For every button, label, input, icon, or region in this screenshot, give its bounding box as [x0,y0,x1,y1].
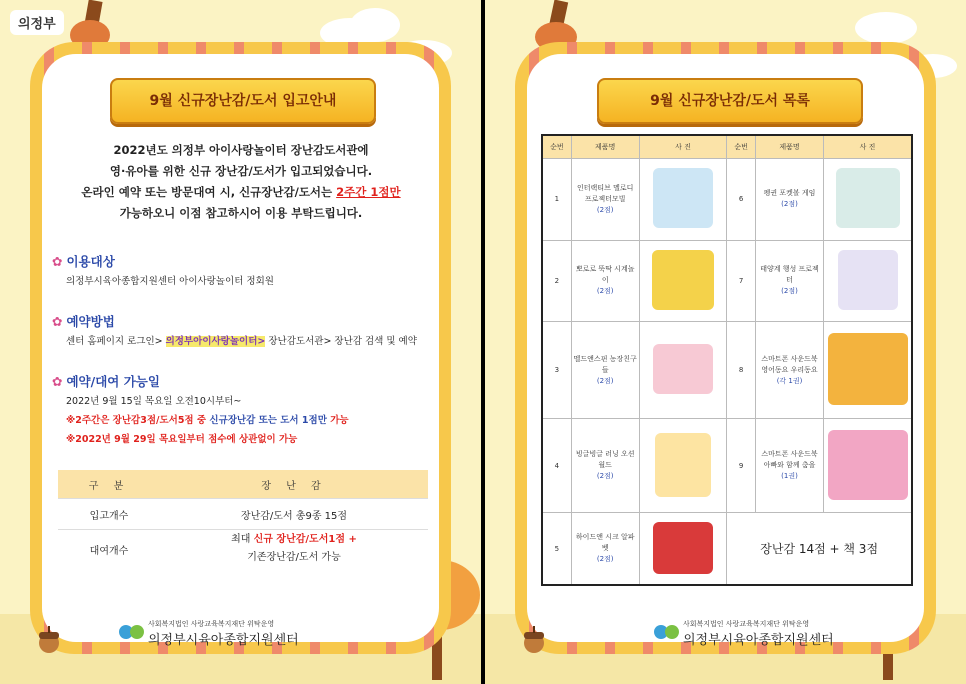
table-header: 순번 [727,135,756,159]
center-logo-icon [118,622,146,642]
table-row: 입고개수 장난감/도서 총9종 15점 [58,499,428,530]
highlight-text: 2주간 1점만 [336,185,401,199]
section-target-body: 의정부시육아종합지원센터 아이사랑놀이터 정회원 [66,276,274,287]
toy-photo [653,522,713,574]
cloud [855,12,917,44]
section-method-heading: ✿ 예약방법 [52,314,115,329]
table-header: 장 난 감 [160,470,428,499]
section-target-heading: ✿ 이용대상 [52,254,115,269]
toy-photo [836,168,900,228]
notice-title: 9월 신규장난감/도서 입고안내 [110,78,376,124]
avail-line: ※2주간은 장난감3점/도서5점 중 신규장난감 또는 도서 1점만 가능 [66,415,349,426]
intro-line: 온라인 예약 또는 방문대여 시, 신규장난감/도서는 2주간 1점만 [81,185,401,199]
section-method-body: 센터 홈페이지 로그인> 의정부아이사랑놀이터> 장난감도서관> 장난감 검색 및 예약 [66,336,417,347]
table-header: 제품명 [571,135,639,159]
cloud [350,8,400,42]
avail-line: ※2022년 9월 29일 목요일부터 점수에 상관없이 가능 [66,434,298,445]
toy-photo [828,333,908,405]
center-logo-icon [653,622,681,642]
flower-icon: ✿ [52,374,63,389]
region-label: 의정부 [10,10,64,35]
table-header: 순번 [542,135,571,159]
table-row: 3 멜드앤스핀 농장친구들 (2점) 8 스마트폰 사운드북 영어동요 우리동요 (각 1권) [542,322,912,419]
footer: 사회복지법인 사랑교육복지재단 위탁운영 의정부시육아종합지원센터 [148,620,299,648]
table-row: 2 뽀로로 뚝딱 시계놀이 (2점) 7 태양계 행성 프로젝터 (2점) [542,240,912,322]
table-header: 제품명 [756,135,824,159]
footer: 사회복지법인 사랑교육복지재단 위탁운영 의정부시육아종합지원센터 [683,620,834,648]
toy-photo [653,168,713,228]
intro-line: 2022년도 의정부 아이사랑놀이터 장난감도서관에 [113,143,369,157]
avail-line: 2022년 9월 15일 목요일 오전10시부터~ [66,396,242,407]
table-header: 구 분 [58,470,160,499]
flower-icon: ✿ [52,314,63,329]
list-title: 9월 신규장난감/도서 목록 [597,78,863,124]
table-header: 사 진 [824,135,912,159]
section-avail-body [66,392,349,449]
acorn-icon [521,624,547,654]
section-avail-heading: ✿ 예약/대여 가능일 [52,374,160,389]
table-header: 사 진 [639,135,727,159]
toy-photo [828,430,908,500]
summary-total: 장난감 14점 + 책 3점 [727,513,912,585]
toy-photo [838,250,898,310]
toy-photo [653,344,713,394]
intro-line: 가능하오니 이점 참고하시어 이용 부탁드립니다. [119,206,363,220]
table-row: 1 인터랙티브 멜로디 프로젝터모빌 (2점) 6 펭귄 포켓볼 게임 (2점) [542,159,912,241]
highlight-text: 의정부아이사랑놀이터> [165,336,266,347]
acorn-icon [36,624,62,654]
intro-line: 영·유아를 위한 신규 장난감/도서가 입고되었습니다. [109,164,373,178]
toy-photo [652,250,714,310]
table-row: 대여개수 최대 신규 장난감/도서1점 + 기존장난감/도서 가능 [58,530,428,569]
rental-info-table [58,470,428,568]
intro-text [60,140,422,224]
table-row: 4 빙글빙글 러닝 오션월드 (2점) 9 스마트폰 사운드북 아빠와 함께 춤을 (1권) [542,419,912,513]
notice-panel [0,0,481,684]
toy-list-table [541,134,913,586]
toy-photo [655,433,711,497]
table-row: 5 하이드앤 시크 알파벳 (2점) 장난감 14점 + 책 3점 [542,513,912,585]
flower-icon: ✿ [52,254,63,269]
